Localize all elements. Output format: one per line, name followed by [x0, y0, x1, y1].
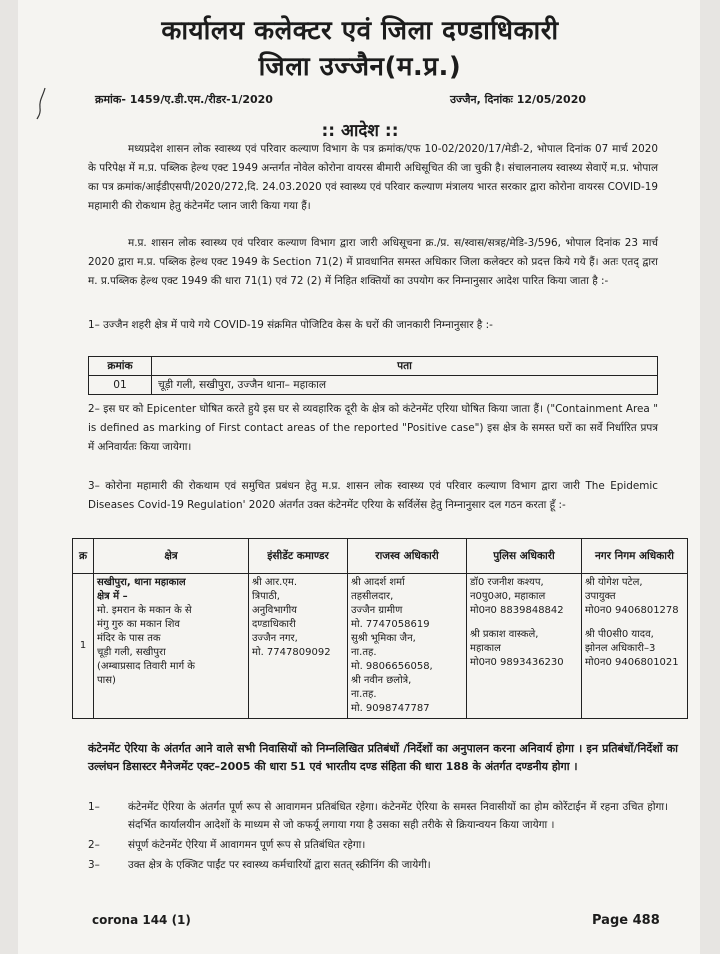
- table-row: [73, 574, 688, 719]
- team-cell-area: सखीपुरा, थाना महाकाल क्षेत्र में – मो. इमरान के मकान के से मंगु गुरु का मकान शिव मंदिर के पास तक चूड़ी गली, सखीपुरा (अम्बाप्रसाद तिवारी मार्ग के पास): [94, 574, 249, 719]
- team-header-serial: क्र: [73, 539, 94, 574]
- office-title: कार्यालय कलेक्टर एवं जिला दण्डाधिकारी: [161, 16, 559, 46]
- reference-number: क्रमांक- 1459/ए.डी.एम./रीडर-1/2020: [95, 93, 273, 106]
- address-table: [88, 356, 658, 395]
- clause-number: 2–: [88, 839, 100, 851]
- page-number: Page 488: [592, 913, 660, 928]
- list-item: [88, 836, 668, 854]
- team-cell-serial: 1: [73, 574, 94, 719]
- clause-text: उक्त क्षेत्र के एक्जिट पाईंट पर स्वास्थ्य कर्मचारियों द्वारा सतत् स्क्रीनिंग की जायेगी।: [128, 859, 431, 871]
- team-cell-municipal: श्री योगेश पटेल, उपायुक्त मो0न0 9406801278 श्री पी0सी0 यादव, झोनल अधिकारी–3 मो0न0 9406801021: [582, 574, 688, 719]
- team-cell-commander: श्री आर.एम. त्रिपाठी, अनुविभागीय दण्डाधिकारी उज्जैन नगर, मो. 7747809092: [249, 574, 348, 719]
- paragraph-item-3: 3– कोरोना महामारी की रोकथाम एवं समुचित प्रबंधन हेतु म.प्र. शासन लोक स्वास्थ्य एवं परिवार कल्याण विभाग द्वारा जारी The Epidemic Diseases Covid-19 Regulation' 2020 अंतर्गत उक्त कंटेनमेंट एरिया के सर्विलेंस हेतु निम्नानुसार दल गठन करता हूँ :-: [88, 480, 658, 511]
- team-header-revenue: राजस्व अधिकारी: [348, 539, 467, 574]
- paragraph-item-2: 2– इस घर को Epicenter घोषित करते हुये इस घर से व्यवहारिक दूरी के क्षेत्र को कंटेनमेंट एरिया घोषित किया जाता हैं। ("Containment Area " is defined as marking of First contact areas of the reported "Positive case") इस क्षेत्र के समस्त घरों का सर्वे निर्धारित प्रपत्र में अनिवार्यतः किया जायेगा।: [88, 403, 658, 453]
- list-item: [88, 856, 668, 874]
- paragraph-authority: म.प्र. शासन लोक स्वास्थ्य एवं परिवार कल्याण विभाग द्वारा जारी अधिसूचना क्र./प्र. स/स्वास/सत्रह/मेडि-3/596, भोपाल दिनांक 23 मार्च 2020 द्वारा म.प्र. पब्लिक हेल्थ एक्ट 1949 के Section 71(2) में प्रावधानित समस्त अधिकार जिला कलेक्टर को प्रदत्त किये गये हैं। अतः एतद् द्वारा म. प्र.पब्लिक हेल्थ एक्ट 1949 की धारा 71(1) एवं 72 (2) में निहित शक्तियों का उपयोग कर निम्नानुसार आदेश पारित किया जाता है :-: [88, 237, 658, 287]
- clause-number: 1–: [88, 801, 100, 813]
- table-row: [89, 376, 658, 395]
- pen-mark: [36, 86, 48, 120]
- table-cell-serial: 01: [89, 376, 152, 395]
- team-header-police: पुलिस अधिकारी: [467, 539, 582, 574]
- team-cell-police: डॉ0 रजनीश कश्यप, न0पु0अ0, महाकाल मो0न0 8839848842 श्री प्रकाश वास्कले, महाकाल मो0न0 9893436230: [467, 574, 582, 719]
- paragraph-preamble: मध्यप्रदेश शासन लोक स्वास्थ्य एवं परिवार कल्याण विभाग के पत्र क्रमांक/एफ 10-02/2020/17/मेडी-2, भोपाल दिनांक 07 मार्च 2020 के परिपेक्ष में म.प्र. पब्लिक हेल्थ एक्ट 1949 अन्तर्गत नोवेल कोरोना वायरस बीमारी अधिसूचित की जा चुकी है। संचालनालय स्वास्थ्य सेवाऐं म.प्र. भोपाल का पत्र क्रमांक/आईडीएसपी/2020/272,दि. 24.03.2020 एवं स्वास्थ्य एवं परिवार कल्याण मंत्रालय भारत सरकार द्वारा कोरोना वायरस COVID-19 महामारी की रोकथाम हेतु कंटेनमेंट प्लान जारी किया गया हैं।: [88, 143, 658, 212]
- order-heading: :: आदेश ::: [321, 121, 399, 141]
- place-date: उज्जैन, दिनांकः 12/05/2020: [450, 93, 587, 106]
- list-item: [88, 798, 668, 834]
- table-cell-address: चूड़ी गली, सखीपुरा, उज्जैन थाना– महाकाल: [152, 376, 658, 395]
- table-header-address: पता: [152, 357, 658, 376]
- paragraph-item-1: 1– उज्जैन शहरी क्षेत्र में पाये गये COVID-19 संक्रमित पोजिटिव केस के घरों की जानकारी निम्नानुसार है :-: [88, 319, 493, 331]
- clause-text: कंटेनमेंट ऐरिया के अंतर्गत पूर्ण रूप से आवागमन प्रतिबंधित रहेगा। कंटेनमेंट ऐरिया के समस्त निवासीयों का होम कोरेंटाईन में रहना उचित होगा। संदर्भित कार्यालयीन आदेशों के माध्यम से जो कफर्यू लगाया गया है उसका सही तरीके से क्रियान्वयन किया जायेगा ।: [128, 801, 668, 831]
- district-title: जिला उज्जैन(म.प्र.): [258, 52, 462, 82]
- restrictions-notice: कंटेनमेंट ऐरिया के अंतर्गत आने वाले सभी निवासियों को निम्नलिखित प्रतिबंधों /निर्देशों का अनुपालन करना अनिवार्य होगा । इन प्रतिबंधों/निर्देशों का उल्लंघन डिसास्टर मैनेजमेंट एक्ट–2005 की धारा 51 एवं भारतीय दण्ड संहिता की धारा 188 के अंतर्गत दण्डनीय होगा ।: [88, 742, 678, 773]
- restrictions-list: [88, 798, 668, 876]
- team-header-area: क्षेत्र: [94, 539, 249, 574]
- clause-number: 3–: [88, 859, 100, 871]
- team-header-municipal: नगर निगम अधिकारी: [582, 539, 688, 574]
- team-table: [72, 538, 688, 719]
- team-header-commander: इंसीडेंट कमाण्डर: [249, 539, 348, 574]
- clause-text: संपूर्ण कंटेनमेंट ऐरिया में आवागमन पूर्ण रूप से प्रतिबंधित रहेगा।: [128, 839, 366, 851]
- table-header-serial: क्रमांक: [89, 357, 152, 376]
- file-label: corona 144 (1): [92, 913, 191, 927]
- team-cell-revenue: श्री आदर्श शर्मा तहसीलदार, उज्जैन ग्रामीण मो. 7747058619 सुश्री भूमिका जैन, ना.तह. मो. 9806656058, श्री नवीन छलोत्रे, ना.तह. मो. 9098747787: [348, 574, 467, 719]
